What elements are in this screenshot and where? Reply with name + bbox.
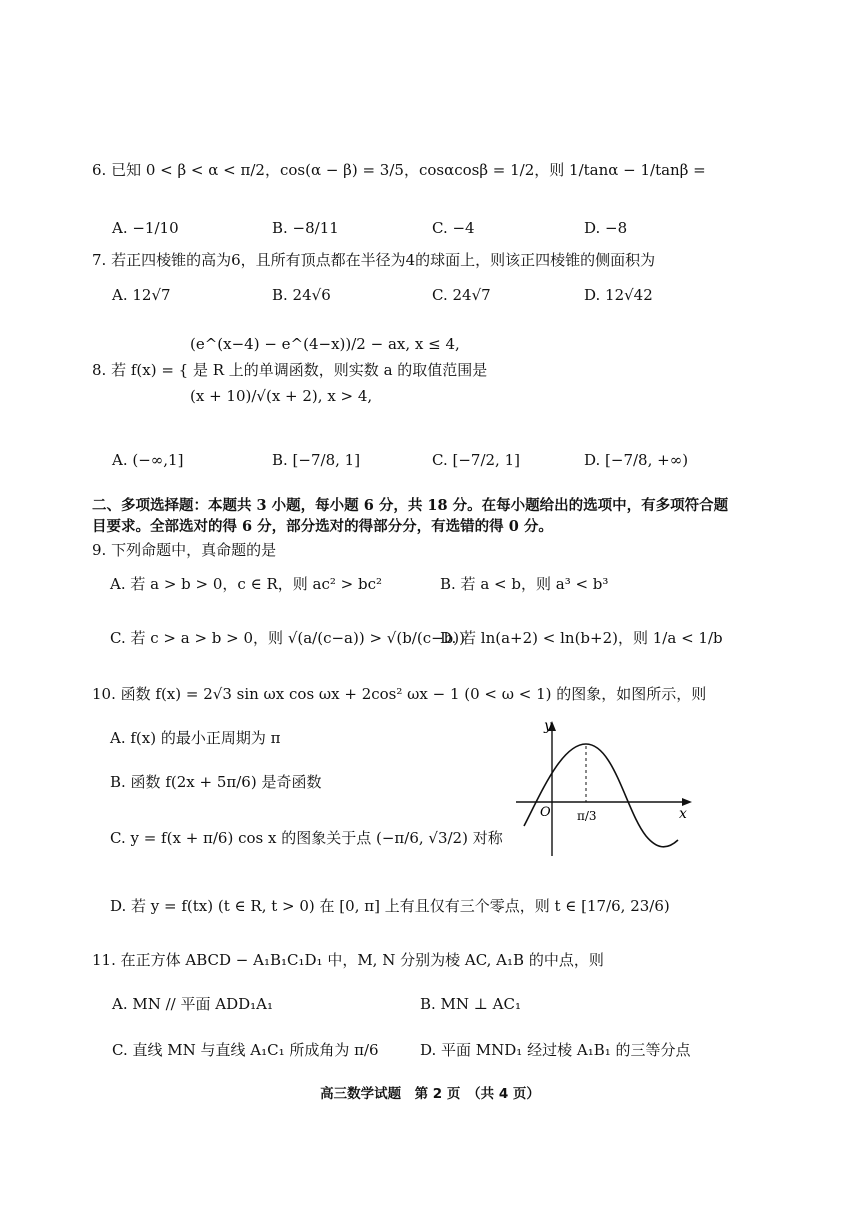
- question-10-option-d: D. 若 y = f(tx) (t ∈ R, t > 0) 在 [0, π] 上有且仅有三个零点，则 t ∈ [17/6, 23/6): [110, 897, 670, 915]
- x-axis-label: x: [679, 806, 687, 822]
- origin-label: O: [540, 805, 551, 820]
- question-6-option-d: D. −8: [584, 219, 628, 237]
- question-7-stem: 7. 若正四棱锥的高为6，且所有顶点都在半径为4的球面上，则该正四棱锥的侧面积为: [92, 251, 656, 269]
- question-11-stem: 11. 在正方体 ABCD − A₁B₁C₁D₁ 中，M, N 分别为棱 AC, A₁B 的中点，则: [92, 951, 604, 969]
- question-9-option-b: B. 若 a < b，则 a³ < b³: [440, 575, 609, 593]
- question-8-piece-2: (x + 10)/√(x + 2), x > 4,: [190, 387, 373, 405]
- question-10-stem: 10. 函数 f(x) = 2√3 sin ωx cos ωx + 2cos² ωx − 1 (0 < ω < 1) 的图象，如图所示，则: [92, 685, 707, 703]
- question-7-option-b: B. 24√6: [272, 286, 331, 304]
- question-10-option-a: A. f(x) 的最小正周期为 π: [110, 729, 281, 747]
- tick-label-pi-over-3: π/3: [577, 809, 597, 823]
- question-9-option-c: C. 若 c > a > b > 0，则 √(a/(c−a)) > √(b/(c−b)): [110, 629, 465, 647]
- question-9-option-a: A. 若 a > b > 0，c ∈ R，则 ac² > bc²: [110, 575, 383, 593]
- question-9-option-d: D. 若 ln(a+2) < ln(b+2)，则 1/a < 1/b: [440, 629, 723, 647]
- question-10-option-c: C. y = f(x + π/6) cos x 的图象关于点 (−π/6, √3/2) 对称: [110, 829, 503, 847]
- question-11-option-a: A. MN // 平面 ADD₁A₁: [112, 995, 274, 1013]
- question-8-option-b: B. [−7/8, 1]: [272, 451, 361, 469]
- question-6-option-b: B. −8/11: [272, 219, 339, 237]
- section-2-header-line-1: 二、多项选择题：本题共 3 小题，每小题 6 分，共 18 分。在每小题给出的选项中，有多项符合题: [92, 497, 729, 514]
- question-8-option-d: D. [−7/8, +∞): [584, 451, 689, 469]
- sine-graph: [514, 716, 694, 861]
- question-7-option-d: D. 12√42: [584, 286, 653, 304]
- page-footer: 高三数学试题 第 2 页 （共 4 页）: [320, 1086, 540, 1102]
- question-6-option-c: C. −4: [432, 219, 475, 237]
- function-curve: [524, 744, 678, 847]
- question-7-option-a: A. 12√7: [112, 286, 171, 304]
- question-7-option-c: C. 24√7: [432, 286, 491, 304]
- question-11-option-b: B. MN ⊥ AC₁: [420, 995, 522, 1013]
- section-2-header-line-2: 目要求。全部选对的得 6 分，部分选对的得部分分，有选错的得 0 分。: [92, 518, 553, 535]
- question-6-stem: 6. 已知 0 < β < α < π/2，cos(α − β) = 3/5，cosαcosβ = 1/2，则 1/tanα − 1/tanβ =: [92, 161, 706, 179]
- question-11-option-c: C. 直线 MN 与直线 A₁C₁ 所成角为 π/6: [112, 1041, 379, 1059]
- y-axis-label: y: [544, 718, 552, 734]
- question-9-stem: 9. 下列命题中，真命题的是: [92, 541, 277, 559]
- question-10-option-b: B. 函数 f(2x + 5π/6) 是奇函数: [110, 773, 322, 791]
- question-11-option-d: D. 平面 MND₁ 经过棱 A₁B₁ 的三等分点: [420, 1041, 691, 1059]
- question-8-option-a: A. (−∞,1]: [112, 451, 184, 469]
- question-8-piece-1: (e^(x−4) − e^(4−x))/2 − ax, x ≤ 4,: [190, 335, 460, 353]
- question-8-option-c: C. [−7/2, 1]: [432, 451, 520, 469]
- question-6-option-a: A. −1/10: [112, 219, 179, 237]
- question-8-stem: 8. 若 f(x) = { 是 R 上的单调函数，则实数 a 的取值范围是: [92, 361, 488, 379]
- x-axis-arrow: [682, 798, 692, 806]
